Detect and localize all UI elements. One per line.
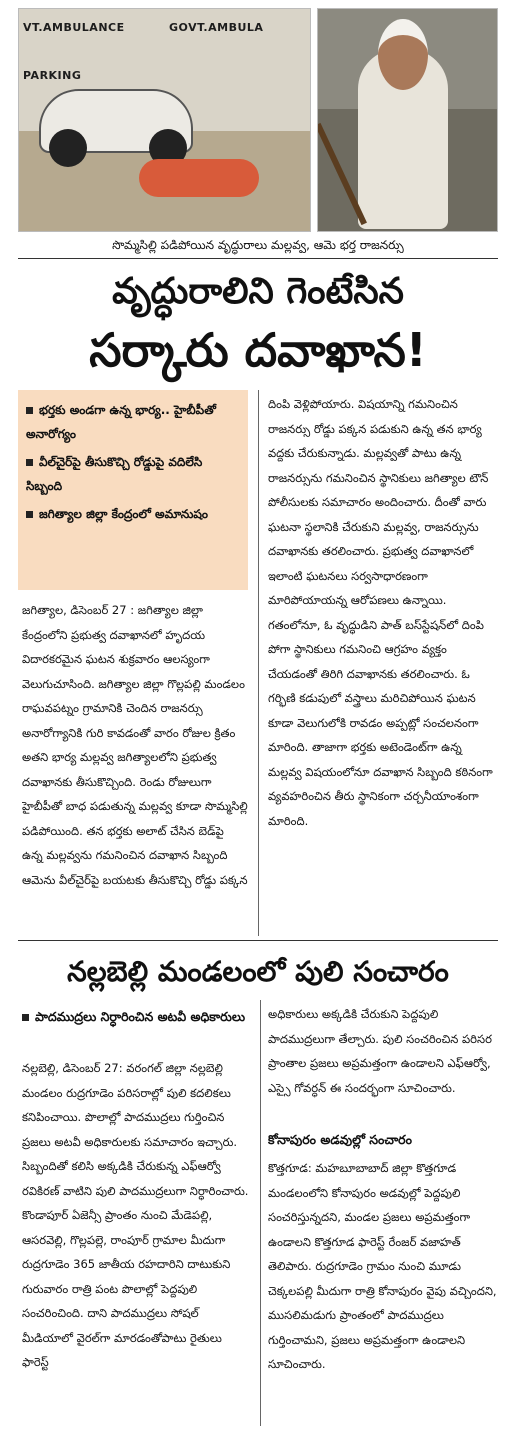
story1-right-text: దింపి వెళ్లిపోయారు. విషయాన్ని గమనించిన రాజనర్సు రోడ్డు పక్కన పడుకుని ఉన్న తన భార్య వద్దకు చేరుకున్నాడు. మల్లవ్వతో పాటు ఉన్న రాజనర్సును గమనించిన స్థానికులు జగిత్యాల టౌన్ పోలీసులకు సమాచారం అందించారు. దీంతో వారు ఘటనా స్థలానికి చేరుకుని మల్లవ్వ, రాజనర్సును దవాఖానకు తరలించారు. ప్రభుత్వ దవాఖానలో ఇలాంటి ఘటనలు సర్వసాధారణంగా మారిపోయాయన్న ఆరోపణలు ఉన్నాయి. గతంలోనూ, ఓ వృద్ధుడిని పాత్ బస్‌స్టేషన్‌లో దింపి పోగా స్థానికులు గమనించి ఆగ్రహం వ్యక్తం చేయడంతో తిరిగి దవాఖానకు తరలించారు. ఓ గర్భిణి కడుపులో వస్త్రాలు మరిచిపోయిన ఘటన కూడా వెలుగులోకి రావడం అప్పట్లో సంచలనంగా మారింది. తాజాగా భర్తకు అటెండెంట్‌గా ఉన్న మల్లవ్వ విషయంలోనూ దవాఖాన సిబ్బంది కఠినంగా వ్యవహరించిన తీరు స్థానికంగా చర్చనీయాంశంగా మారింది.: [268, 397, 493, 828]
highlight-item: వీల్‌చైర్‌పై తీసుకొచ్చి రోడ్డుపై వదిలేసి సిబ్బంది: [26, 455, 203, 493]
bullet-icon: [26, 407, 33, 414]
divider: [18, 940, 498, 941]
wall-sign-1: VT.AMBULANCE: [23, 21, 125, 34]
story1-left-column: [22, 598, 248, 934]
bullet-icon: [22, 1014, 29, 1021]
photo-strip: [18, 8, 498, 230]
woman-lying-illustration: [139, 159, 259, 197]
old-man-head-illustration: [378, 19, 428, 90]
headline-tiger: నల్లబెల్లి మండలంలో పులి సంచారం: [67, 955, 449, 988]
highlight-item: భర్తకు అండగా ఉన్న భార్య.. హైబీపీతో అనారోగ్యం: [26, 403, 216, 441]
photo-ambulance-parking: [18, 8, 311, 232]
scooter-wheel: [49, 129, 87, 167]
story2-right-column-bottom: [268, 1156, 498, 1426]
photo-caption: సొమ్మసిల్లి పడిపోయిన వృద్ధురాలు మల్లవ్వ, ఆమె భర్త రాజనర్సు: [112, 238, 404, 252]
story2-right-column-top: [268, 1002, 498, 1122]
headline-line1: వృద్ధురాలిని గెంటేసిన: [112, 271, 404, 312]
story2-left-column: [22, 1056, 252, 1426]
column-divider: [258, 390, 259, 936]
divider: [18, 258, 498, 259]
story2-subheading: పాదముద్రలు నిర్ధారించిన అటవీ అధికారులు: [22, 1004, 252, 1029]
wall-sign-3: PARKING: [23, 69, 82, 82]
bullet-icon: [26, 459, 33, 466]
highlights-box: [18, 390, 248, 590]
bullet-icon: [26, 511, 33, 518]
story2-right-subheading: కోనాపురం అడవుల్లో సంచారం: [268, 1132, 412, 1147]
photo-old-man: [317, 8, 498, 232]
wall-sign-2: GOVT.AMBULA: [169, 21, 264, 34]
story2-left-text: నల్లబెల్లి, డిసెంబర్ 27: వరంగల్ జిల్లా నల్లబెల్లి మండలం రుద్రగూడెం పరిసరాల్లో పులి కదలికలు కనిపించాయి. పొలాల్లో పాదముద్రలు గుర్తించిన ప్రజలు అటవీ అధికారులకు సమాచారం ఇచ్చారు. సిబ్బందితో కలిసి అక్కడికి చేరుకున్న ఎఫ్‌ఆర్వో రవికిరణ్ వాటిని పులి పాదముద్రలుగా నిర్ధారించారు. కొండాపూర్ ఏజెన్సీ ప్రాంతం నుంచి మేడెపల్లి, ఆసరవెల్లి, గొల్లపల్లె, రాంపూర్ గ్రామాల మీదుగా రుద్రగూడెం 365 జాతీయ రహదారిని దాటుకుని గురువారం రాత్రి పంట పొలాల్లో పెద్దపులి సంచరించింది. దాని పాదముద్రలు సోషల్ మీడియాలో వైరల్‌గా మారడంతోపాటు రైతులు ఫారెస్ట్: [22, 1061, 249, 1369]
story2-right-text-2: కొత్తగూడ: మహబూబాబాద్ జిల్లా కొత్తగూడ మండలంలోని కోనాపురం అడవుల్లో పెద్దపులి సంచరిస్తున్నదని, మండల ప్రజలు అప్రమత్తంగా ఉండాలని కొత్తగూడ ఫారెస్ట్ రేంజర్ వజాహత్ తెలిపారు. రుద్రగూడెం గ్రామం నుంచి మూడు చెక్కలపల్లి మీదుగా రాత్రి కోనాపురం వైపు వచ్చిందని, ముసలిమడుగు ప్రాంతంలో పాదముద్రలు గుర్తించామని, ప్రజలు అప్రమత్తంగా ఉండాలని సూచించారు.: [268, 1161, 497, 1371]
column-divider: [260, 1000, 261, 1426]
highlight-item: జగిత్యాల జిల్లా కేంద్రంలో అమానుషం: [26, 502, 240, 526]
story1-left-text: జగిత్యాల, డిసెంబర్ 27 : జగిత్యాల జిల్లా కేంద్రంలోని ప్రభుత్వ దవాఖానలో హృదయ విదారకరమైన ఘటన శుక్రవారం ఆలస్యంగా వెలుగుచూసింది. జగిత్యాల జిల్లా గొల్లపల్లి మండలం రాఘవపట్నం గ్రామానికి చెందిన రాజనర్సు అనారోగ్యానికి గురి కావడంతో వారం రోజుల క్రితం అతని భార్య మల్లవ్వ జగిత్యాలలోని ప్రభుత్వ దవాఖానకు తీసుకొచ్చింది. రెండు రోజులుగా హైబీపీతో బాధ పడుతున్న మల్లవ్వ కూడా సొమ్మసిల్లి పడిపోయింది. తన భర్తకు అలాట్ చేసిన బెడ్‌పై ఉన్న మల్లవ్వను గమనించిన దవాఖాన సిబ్బంది ఆమెను వీల్‌చైర్‌పై బయటకు తీసుకొచ్చి రోడ్డు పక్కన: [22, 603, 248, 887]
headline-line2: సర్కారు దవాఖాన!: [89, 323, 427, 377]
story1-right-column: [268, 392, 498, 934]
story2-right-text-1: అధికారులు అక్కడికి చేరుకుని పెద్దపులి పాదముద్రలుగా తేల్చారు. పులి సంచరించిన పరిసర ప్రాంతాల ప్రజలు అప్రమత్తంగా ఉండాలని ఎఫ్‌ఆర్వో, ఎస్సై గోవర్ధన్ ఈ సందర్భంగా సూచించారు.: [268, 1007, 492, 1095]
